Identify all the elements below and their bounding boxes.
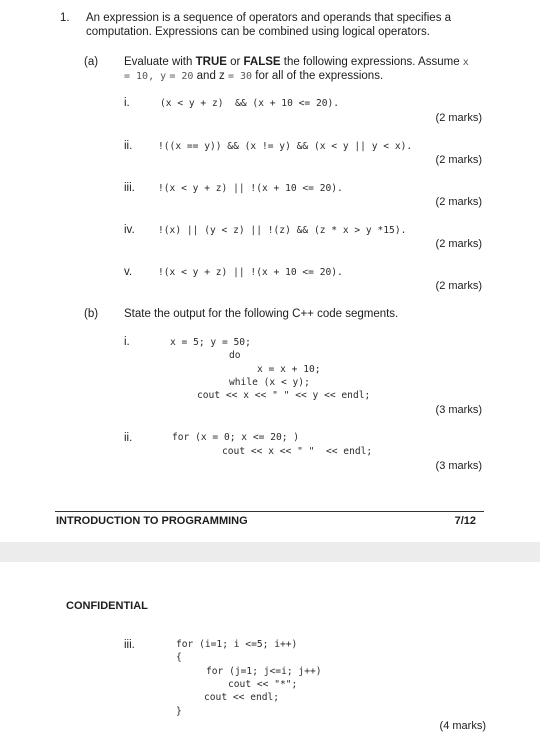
code-line: { <box>176 652 182 663</box>
item-number: v. <box>124 266 133 278</box>
item-number: iii. <box>124 639 135 651</box>
part-a-label: (a) <box>84 56 99 68</box>
code-line: while (x < y); <box>229 377 310 388</box>
question-intro-line-2: computation. Expressions can be combined using logical operators. <box>86 26 430 38</box>
expression: !(x) || (y < z) || !(z) && (z * x > y *15). <box>158 225 407 236</box>
footer-course-title: INTRODUCTION TO PROGRAMMING <box>56 515 248 527</box>
marks-label: (2 marks) <box>435 238 482 250</box>
item-number: i. <box>124 97 130 109</box>
marks-label: (2 marks) <box>435 154 482 166</box>
marks-label: (3 marks) <box>435 404 482 416</box>
item-number: ii. <box>124 432 133 444</box>
confidential-header: CONFIDENTIAL <box>66 600 148 612</box>
footer-page-number: 7/12 <box>454 515 476 527</box>
code-line: for (x = 0; x <= 20; ) <box>172 432 300 443</box>
marks-label: (2 marks) <box>435 196 482 208</box>
code-line: cout << "*"; <box>228 679 298 690</box>
item-number: iv. <box>124 224 135 236</box>
part-b-label: (b) <box>84 308 99 320</box>
item-number: i. <box>124 336 130 348</box>
expression: !((x == y)) && (x != y) && (x < y || y < x). <box>158 141 413 152</box>
expression: !(x < y + z) || !(x + 10 <= 20). <box>158 183 343 194</box>
expression: (x < y + z) && (x + 10 <= 20). <box>160 98 340 109</box>
code-line: cout << x << " " << y << endl; <box>197 390 371 401</box>
question-intro-line-1: An expression is a sequence of operators and operands that specifies a <box>86 12 452 24</box>
item-number: ii. <box>124 140 133 152</box>
code-line: for (j=1; j<=i; j++) <box>206 666 322 677</box>
part-a-instruction-line-1: Evaluate with TRUE or FALSE the following expressions. Assume x <box>124 56 469 68</box>
marks-label: (3 marks) <box>435 460 482 472</box>
marks-label: (2 marks) <box>435 112 482 124</box>
code-line: do <box>229 350 241 361</box>
part-b-instruction: State the output for the following C++ code segments. <box>124 308 399 320</box>
marks-label: (4 marks) <box>439 720 486 732</box>
question-number: 1. <box>60 12 70 24</box>
code-line: for (i=1; i <=5; i++) <box>176 639 298 650</box>
code-line: x = x + 10; <box>257 364 321 375</box>
code-line: } <box>176 706 182 717</box>
marks-label: (2 marks) <box>435 280 482 292</box>
code-line: x = 5; y = 50; <box>170 337 251 348</box>
part-a-instruction-line-2: = 10, y = 20 and z = 30 for all of the expressions. <box>124 70 384 82</box>
code-line: cout << endl; <box>204 692 280 703</box>
expression: !(x < y + z) || !(x + 10 <= 20). <box>158 267 343 278</box>
page-gap <box>0 542 540 562</box>
item-number: iii. <box>124 182 135 194</box>
code-line: cout << x << " " << endl; <box>222 446 373 457</box>
footer-rule <box>55 511 484 512</box>
exam-page-8 <box>0 562 540 747</box>
